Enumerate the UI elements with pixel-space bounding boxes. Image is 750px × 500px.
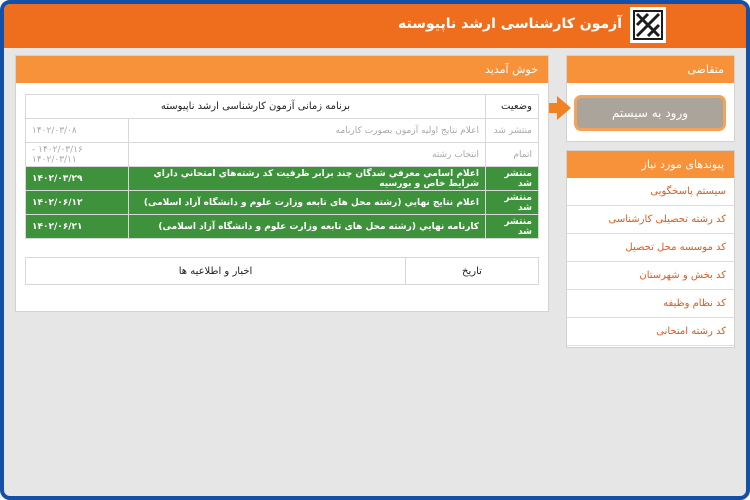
links-panel-title: پیوندهای مورد نیاز (641, 158, 724, 171)
schedule-title: برنامه زمانی آزمون کارشناسی ارشد ناپیوسته (26, 95, 486, 119)
links-panel (566, 150, 735, 348)
welcome-panel-header (16, 56, 548, 83)
link-institution-code[interactable]: کد موسسه محل تحصیل (567, 234, 734, 262)
table-row[interactable] (26, 191, 539, 215)
news-title-header: اخبار و اطلاعیه ها (26, 258, 406, 285)
row-status: منتشر شد (486, 119, 539, 143)
row-date: ۱۴۰۲/۰۳/۰۸ (26, 119, 129, 143)
row-status: اتمام (486, 143, 539, 167)
site-title: آزمون کارشناسی ارشد ناپیوسته (398, 16, 622, 32)
row-date: ۱۴۰۲/۰۶/۱۲ (26, 191, 129, 215)
link-military-service-code[interactable]: کد نظام وظیفه (567, 290, 734, 318)
applicant-panel (566, 55, 735, 142)
table-row[interactable] (26, 215, 539, 239)
links-panel-header (567, 151, 734, 178)
table-row[interactable] (26, 167, 539, 191)
site-header (4, 4, 746, 48)
link-district-city-code[interactable]: کد بخش و شهرستان (567, 262, 734, 290)
applicant-panel-title: متقاضی (687, 63, 724, 76)
link-exam-field-code[interactable]: کد رشته امتحانی (567, 318, 734, 346)
schedule-header-row (26, 95, 539, 119)
row-date: ۱۴۰۲/۰۳/۱۶ - ۱۴۰۲/۰۳/۱۱ (26, 143, 129, 167)
row-date: ۱۴۰۲/۰۶/۲۱ (26, 215, 129, 239)
sanjesh-logo-icon (630, 7, 666, 43)
schedule-table (25, 94, 539, 239)
row-title: انتخاب رشته (129, 143, 486, 167)
news-table (25, 257, 539, 285)
row-status: منتشر شد (486, 215, 539, 239)
row-status: منتشر شد (486, 167, 539, 191)
applicant-panel-header (567, 56, 734, 83)
link-bachelor-field-code[interactable]: کد رشته تحصیلی کارشناسی (567, 206, 734, 234)
link-response-system[interactable]: سیستم پاسخگویی (567, 178, 734, 206)
welcome-panel (15, 55, 549, 312)
row-status: منتشر شد (486, 191, 539, 215)
row-date: ۱۴۰۲/۰۳/۲۹ (26, 167, 129, 191)
row-title-link[interactable]: کارنامه نهايي (رشته محل های تابعه وزارت علوم و دانشگاه آزاد اسلامی) (129, 215, 486, 239)
news-date-header: تاریخ (406, 258, 539, 285)
table-row (26, 143, 539, 167)
table-row (26, 119, 539, 143)
news-header-row (26, 258, 539, 285)
status-column-header: وضعیت (486, 95, 539, 119)
row-title-link[interactable]: اعلام اسامي معرفي شدگان چند برابر ظرفيت كد رشته‌هاي امتحاني داراي شرايط خاص و بورسيه (129, 167, 486, 191)
welcome-panel-title: خوش آمدید (485, 63, 538, 76)
row-title-link[interactable]: اعلام نتايج نهايي (رشته محل های تابعه وزارت علوم و دانشگاه آزاد اسلامی) (129, 191, 486, 215)
row-title: اعلام نتايج اوليه آزمون بصورت کارنامه (129, 119, 486, 143)
login-button[interactable]: ورود به سیستم (574, 95, 726, 131)
